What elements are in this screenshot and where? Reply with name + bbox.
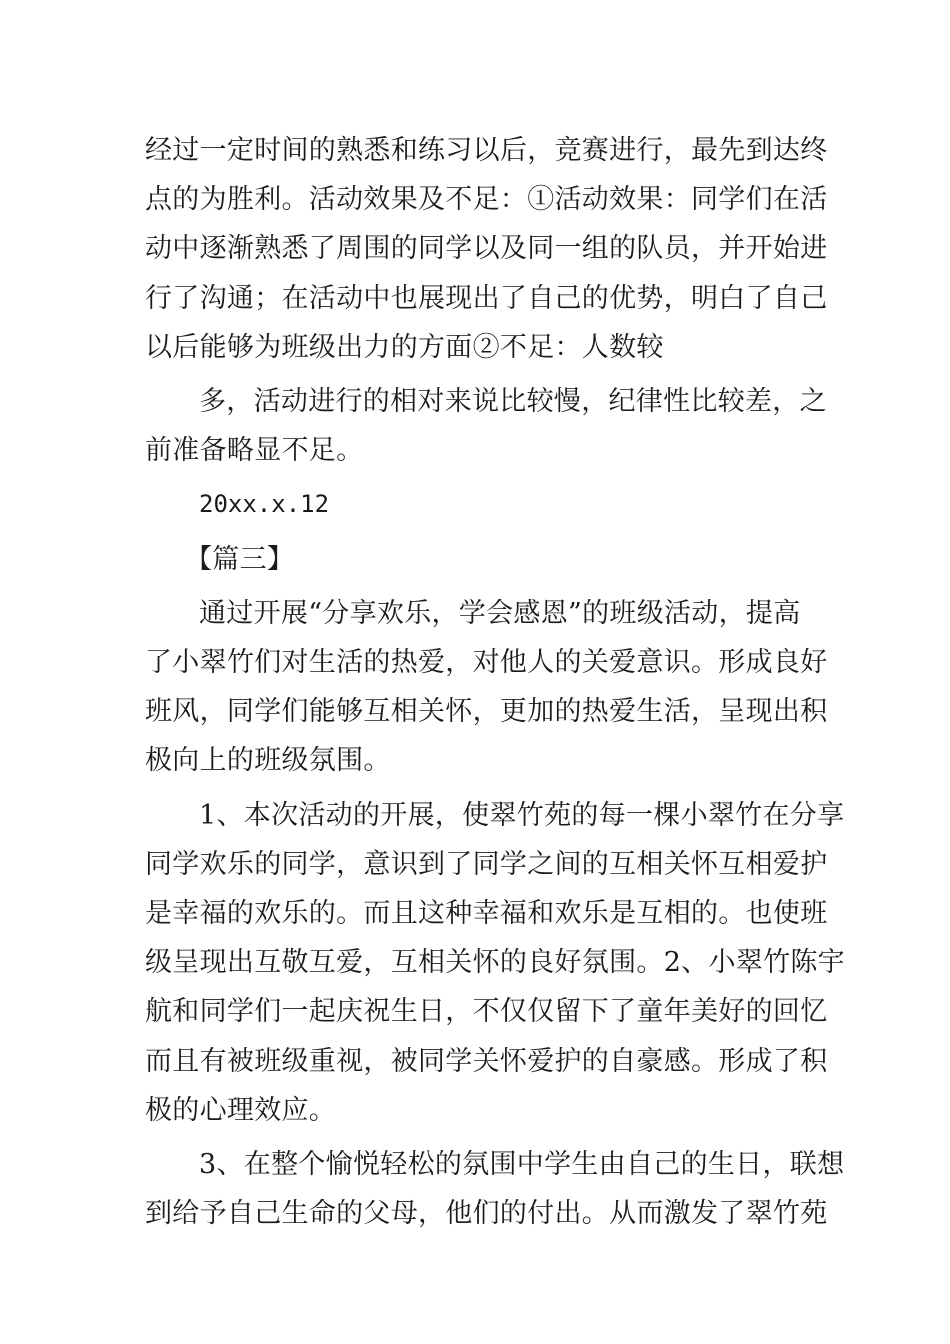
document-body xyxy=(145,126,845,1243)
text-line: 极向上的班级氛围。 xyxy=(145,745,391,777)
text-line: 经过一定时间的熟悉和练习以后，竞赛进行，最先到达终 xyxy=(145,135,828,166)
paragraph-intro xyxy=(145,589,828,786)
text-line: 动中逐渐熟悉了周围的同学以及同一组的队员，并开始进 xyxy=(145,233,828,265)
text-line: 同学欢乐的同学，意识到了同学之间的互相关怀互相爱护 xyxy=(145,848,828,880)
paragraph-shortcomings xyxy=(145,377,827,475)
paragraph-point-three xyxy=(145,1140,845,1238)
text-line: 行了沟通；在活动中也展现出了自己的优势，明白了自己 xyxy=(145,282,828,314)
text-line: 是幸福的欢乐的。而且这种幸福和欢乐是互相的。也使班 xyxy=(145,898,828,930)
document-date: 20xx.x.12 xyxy=(199,490,330,519)
text-line: 通过开展“分享欢乐，学会感恩”的班级活动，提高 xyxy=(199,597,801,629)
text-line: 以后能够为班级出力的方面②不足：人数较 xyxy=(145,331,664,363)
text-line: 多，活动进行的相对来说比较慢，纪律性比较差，之 xyxy=(199,386,827,418)
text-line: 3、在整个愉悦轻松的氛围中学生由自己的生日，联想 xyxy=(199,1149,845,1181)
text-line: 前准备略显不足。 xyxy=(145,435,364,467)
text-line: 了小翠竹们对生活的热爱，对他人的关爱意识。形成良好 xyxy=(145,647,828,679)
text-line: 到给予自己生命的父母，他们的付出。从而激发了翠竹苑 xyxy=(145,1198,828,1230)
text-line: 极的心理效应。 xyxy=(145,1094,337,1126)
paragraph-date xyxy=(145,480,807,529)
paragraph-activity-summary xyxy=(145,126,828,372)
paragraph-section-heading xyxy=(145,535,807,584)
text-line: 1、本次活动的开展，使翠竹苑的每一棵小翠竹在分享 xyxy=(199,799,845,831)
text-line: 而且有被班级重视，被同学关怀爱护的自豪感。形成了积 xyxy=(145,1045,828,1077)
text-line: 班风，同学们能够互相关怀，更加的热爱生活，呈现出积 xyxy=(145,696,828,728)
section-heading: 【篇三】 xyxy=(185,543,295,575)
text-line: 级呈现出互敬互爱，互相关怀的良好氛围。2、小翠竹陈宇 xyxy=(145,947,845,979)
text-line: 航和同学们一起庆祝生日，不仅仅留下了童年美好的回忆 xyxy=(145,996,828,1028)
text-line: 点的为胜利。活动效果及不足：①活动效果：同学们在活 xyxy=(145,184,828,216)
paragraph-point-one-two xyxy=(145,791,845,1135)
